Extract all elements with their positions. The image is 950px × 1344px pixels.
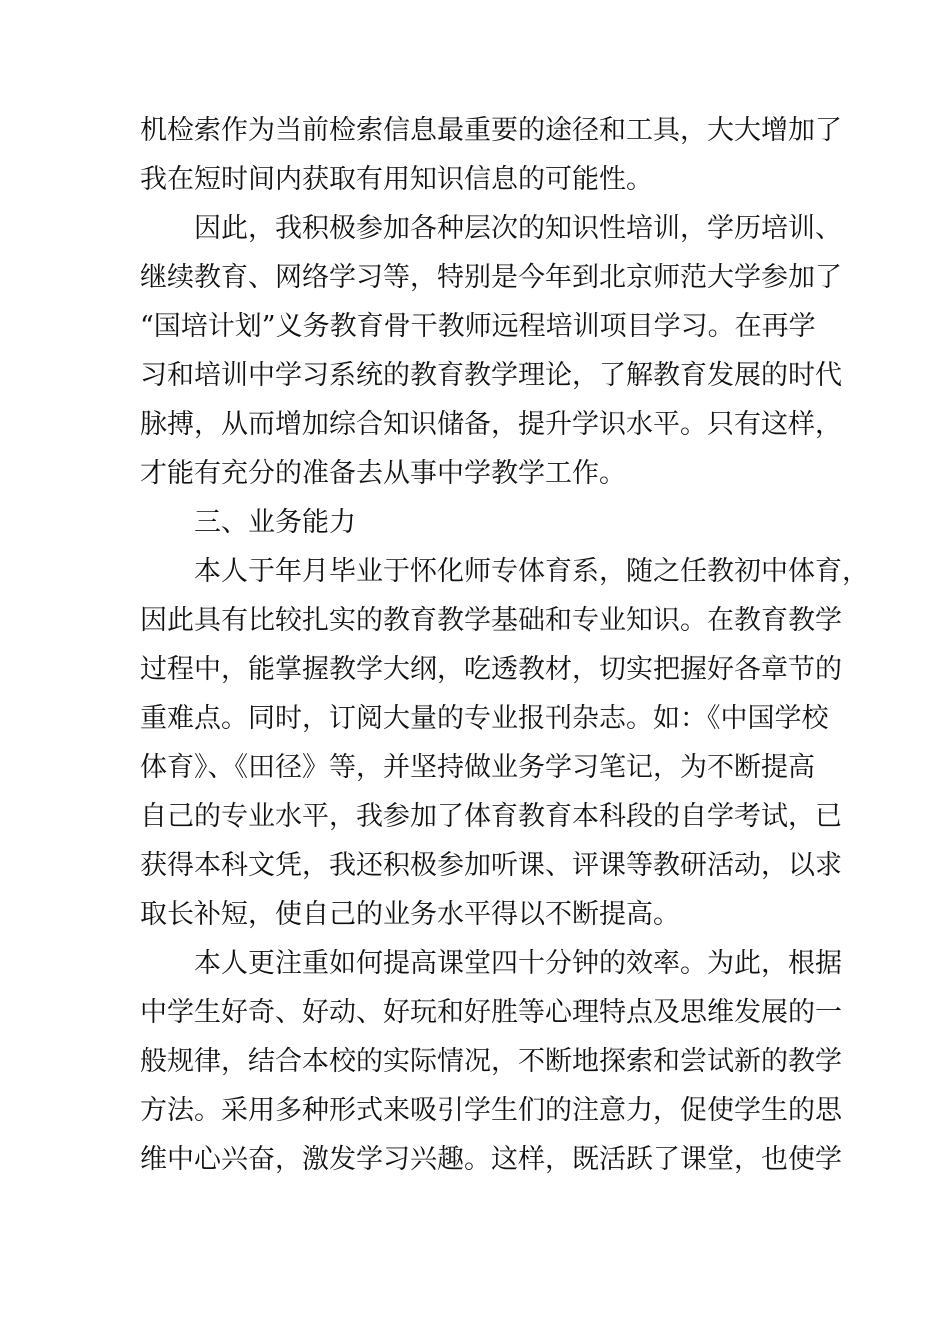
paragraph-start-line: 本人更注重如何提高课堂四十分钟的效率。为此，根据 — [194, 948, 842, 979]
document-body — [140, 106, 869, 1184]
text-line: 体育》、《田径》等，并坚持做业务学习笔记，为不断提高 — [140, 752, 815, 783]
text-line: 机检索作为当前检索信息最重要的途径和工具，大大增加了 — [140, 115, 842, 146]
text-line: 获得本科文凭，我还积极参加听课、评课等教研活动，以求 — [140, 850, 842, 881]
text-line: 重难点。同时，订阅大量的专业报刊杂志。如：《中国学校 — [140, 703, 829, 734]
text-line: 习和培训中学习系统的教育教学理论，了解教育发展的时代 — [140, 360, 842, 391]
text-line: 脉搏，从而增加综合知识储备，提升学识水平。只有这样， — [140, 409, 842, 440]
paragraph-start-line: 本人于年月毕业于怀化师专体育系，随之任教初中体育， — [194, 556, 869, 587]
text-line: 继续教育、网络学习等，特别是今年到北京师范大学参加了 — [140, 262, 842, 293]
text-line: 因此具有比较扎实的教育教学基础和专业知识。在教育教学 — [140, 605, 842, 636]
text-line: 自己的专业水平，我参加了体育教育本科段的自学考试，已 — [140, 801, 842, 832]
text-line: 取长补短，使自己的业务水平得以不断提高。 — [140, 899, 680, 930]
paragraph-start-line: 因此，我积极参加各种层次的知识性培训，学历培训、 — [194, 213, 842, 244]
text-line: 过程中，能掌握教学大纲，吃透教材，切实把握好各章节的 — [140, 654, 842, 685]
text-line: 方法。采用多种形式来吸引学生们的注意力，促使学生的思 — [140, 1095, 842, 1126]
text-line: 般规律，结合本校的实际情况，不断地探索和尝试新的教学 — [140, 1046, 842, 1077]
text-line: 中学生好奇、好动、好玩和好胜等心理特点及思维发展的一 — [140, 997, 842, 1028]
text-line: 才能有充分的准备去从事中学教学工作。 — [140, 458, 626, 489]
text-line: 我在短时间内获取有用知识信息的可能性。 — [140, 164, 653, 195]
section-heading: 三、业务能力 — [194, 507, 356, 538]
text-line: “国培计划”义务教育骨干教师远程培训项目学习。在再学 — [140, 311, 816, 342]
text-line: 维中心兴奋，激发学习兴趣。这样，既活跃了课堂，也使学 — [140, 1144, 842, 1175]
